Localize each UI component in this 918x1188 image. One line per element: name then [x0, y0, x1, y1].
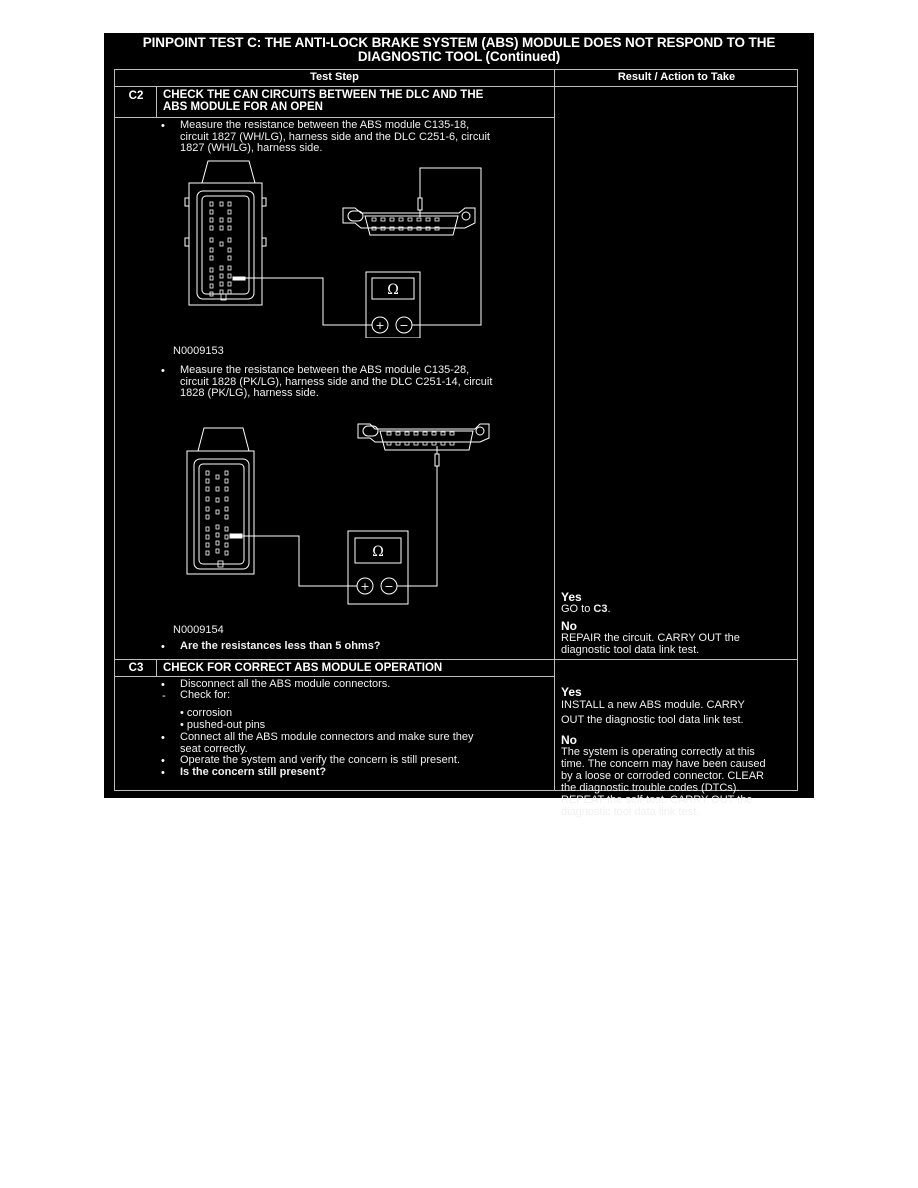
text-line: OUT the diagnostic tool data link test. — [561, 714, 744, 726]
dash: - — [162, 690, 166, 702]
result-no-text-c3 — [561, 746, 766, 818]
result-no-label-c2: No — [561, 619, 577, 633]
bullet: • — [161, 641, 165, 653]
result-yes-label-c3: Yes — [561, 685, 582, 699]
result-yes-label-c2: Yes — [561, 590, 582, 604]
step-title-c2 — [163, 89, 483, 113]
text-line: 1827 (WH/LG), harness side. — [180, 142, 323, 154]
divider — [115, 676, 554, 677]
text-line: circuit 1827 (WH/LG), harness side and the DLC C251-6, circuit — [180, 130, 490, 143]
step-title-c3: CHECK FOR CORRECT ABS MODULE OPERATION — [163, 662, 443, 674]
instruction-c3-2: Check for: — [180, 689, 231, 701]
text-line: by a loose or corroded connector. CLEAR — [561, 770, 765, 782]
test-table — [114, 69, 798, 818]
bullet: • — [161, 365, 165, 377]
goto-c3-link[interactable]: C3 — [593, 603, 608, 615]
figure-id-2: N0009154 — [173, 624, 224, 636]
result-no-text-c2 — [561, 632, 740, 656]
title-line-1: PINPOINT TEST C: THE ANTI-LOCK BRAKE SYSTEM (ABS) MODULE DOES NOT RESPOND TO THE — [142, 35, 776, 50]
text: . — [607, 603, 611, 615]
svg-text:+: + — [360, 580, 370, 593]
divider — [115, 86, 798, 87]
text-line: Measure the resistance between the ABS module C135-28, — [180, 364, 470, 376]
text-line: Connect all the ABS module connectors and make sure they — [180, 731, 474, 743]
instruction-c3-3 — [180, 732, 474, 755]
dlc-connector-icon — [358, 424, 489, 450]
step-number-c3: C3 — [128, 662, 144, 674]
bullet: • — [161, 120, 165, 132]
subitem-pushed-out-pins: • pushed-out pins — [180, 719, 266, 731]
result-yes-text-c2 — [561, 603, 611, 615]
question-c2: Are the resistances less than 5 ohms? — [180, 640, 381, 652]
divider — [115, 117, 554, 118]
title-line-2: DIAGNOSTIC TOOL (Continued) — [357, 49, 561, 64]
svg-text:Ω: Ω — [387, 282, 399, 298]
instruction-c3-4: Operate the system and verify the concern is still present. — [180, 754, 461, 766]
text-line: REPAIR the circuit. CARRY OUT the — [561, 632, 740, 644]
text-line: circuit 1828 (PK/LG), harness side and the DLC C251-14, circuit — [180, 375, 493, 388]
text-line: Measure the resistance between the ABS module C135-18, — [180, 119, 470, 131]
text-line: diagnostic tool data link test. — [561, 806, 700, 818]
text-line: seat correctly. — [180, 742, 248, 755]
pinpoint-test-panel — [104, 33, 814, 818]
text-line: the diagnostic trouble codes (DTCs). — [561, 782, 740, 794]
question-c3: Is the concern still present? — [180, 766, 327, 778]
figure-id-1: N0009153 — [173, 345, 224, 357]
test-leads — [245, 168, 481, 325]
divider — [156, 660, 157, 676]
bullet: • — [161, 755, 165, 767]
probe-icon — [435, 446, 439, 466]
step-title-line: ABS MODULE FOR AN OPEN — [163, 101, 323, 113]
column-header-result: Result / Action to Take — [617, 71, 736, 83]
bullet: • — [161, 732, 165, 744]
divider — [115, 659, 798, 660]
divider — [156, 87, 157, 117]
probe-icon — [418, 198, 422, 217]
subitem-corrosion: • corrosion — [180, 707, 233, 719]
dlc-connector-icon — [343, 208, 475, 235]
text-line: REPEAT the self-test. CARRY OUT the — [561, 794, 753, 806]
text-line: 1828 (PK/LG), harness side. — [180, 387, 319, 399]
instruction-c2-2 — [180, 365, 492, 400]
text-line: time. The concern may have been caused — [561, 758, 766, 770]
multimeter-icon — [348, 531, 408, 604]
svg-text:+: + — [375, 319, 385, 332]
text-line: INSTALL a new ABS module. CARRY — [561, 699, 745, 711]
text-line: The system is operating correctly at this — [561, 746, 755, 758]
step-title-line: CHECK THE CAN CIRCUITS BETWEEN THE DLC AND THE — [163, 89, 484, 101]
svg-text:Ω: Ω — [372, 544, 384, 560]
svg-text:−: − — [384, 580, 394, 593]
result-yes-text-c3 — [561, 698, 745, 728]
wiring-diagram-2 — [175, 416, 495, 616]
page-title — [104, 36, 814, 64]
multimeter-icon — [366, 272, 420, 338]
divider — [554, 70, 555, 790]
instruction-c3-1: Disconnect all the ABS module connectors. — [180, 678, 391, 690]
abs-module-connector-icon — [187, 428, 254, 574]
step-number-c2: C2 — [128, 90, 144, 102]
column-header-test-step: Test Step — [310, 71, 359, 83]
bullet: • — [161, 767, 165, 779]
result-no-label-c3: No — [561, 733, 577, 747]
svg-text:−: − — [399, 319, 409, 332]
bullet: • — [161, 679, 165, 691]
text: GO to — [561, 603, 594, 615]
instruction-c2-1 — [180, 120, 490, 155]
wiring-diagram-1 — [175, 158, 495, 338]
text-line: diagnostic tool data link test. — [561, 644, 700, 656]
abs-module-connector-icon — [185, 161, 266, 305]
